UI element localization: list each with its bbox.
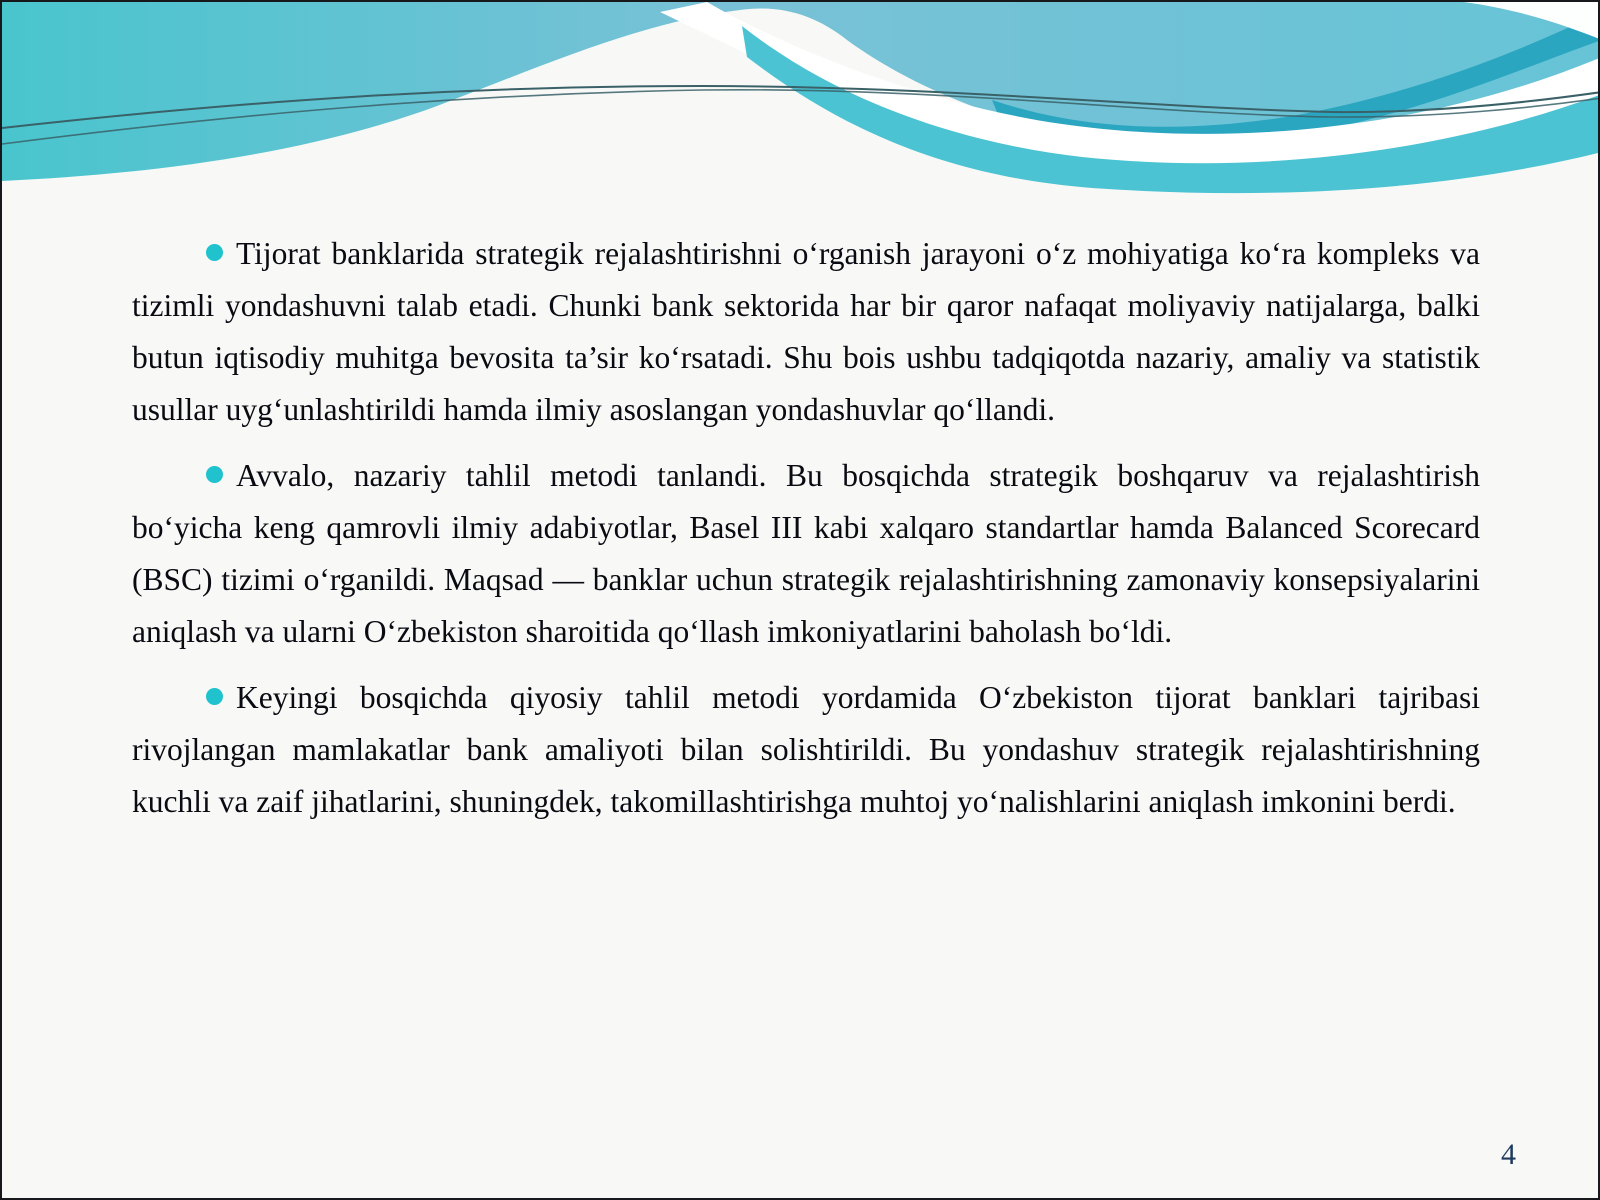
paragraph-text: Avvalo, nazariy tahlil metodi tanlandi. Bu bosqichda strategik boshqaruv va rejalashtirish bo‘yicha keng qamrovli ilmiy adabiyotlar, Basel III kabi xalqaro standartlar hamda Balanced Scorecard (BSC) tizimi o‘rganildi. Maqsad — banklar uchun strategik rejalashtirishning zamonaviy konsepsiyalarini aniqlash va ularni O‘zbekiston sharoitida qo‘llash imkoniyatlarini baholash bo‘ldi. bbox=[132, 458, 1480, 649]
bullet-icon bbox=[206, 244, 223, 261]
paragraph-text: Keyingi bosqichda qiyosiy tahlil metodi yordamida O‘zbekiston tijorat banklari tajribasi rivojlangan mamlakatlar bank amaliyoti bilan solishtirildi. Bu yondashuv strategik rejalashtirishning kuchli va zaif jihatlarini, shuningdek, takomillashtirishga muhtoj yo‘nalishlarini aniqlash imkonini berdi. bbox=[132, 680, 1480, 819]
wave-lower-band bbox=[742, 26, 1600, 193]
body-paragraph bbox=[132, 228, 1480, 436]
wave-main-field bbox=[2, 2, 1600, 181]
page-number: 4 bbox=[1501, 1138, 1516, 1171]
wave-corner-wedge bbox=[1464, 2, 1600, 40]
paragraph-text: Tijorat banklarida strategik rejalashtirishni o‘rganish jarayoni o‘z mohiyatiga ko‘ra kompleks va tizimli yondashuvni talab etadi. Chunki bank sektorida har bir qaror nafaqat moliyaviy natijalarga, balki butun iqtisodiy muhitga bevosita ta’sir ko‘rsatadi. Shu bois ushbu tadqiqotda nazariy, amaliy va statistik usullar uyg‘unlashtirildi hamda ilmiy asoslangan yondashuvlar qo‘llandi. bbox=[132, 236, 1480, 427]
wave-accent-line-1 bbox=[2, 86, 1600, 128]
slide-body-text bbox=[132, 228, 1480, 842]
body-paragraph bbox=[132, 672, 1480, 828]
wave-accent-line-2 bbox=[2, 90, 1600, 144]
bullet-icon bbox=[206, 466, 223, 483]
wave-dark-band bbox=[992, 12, 1600, 146]
body-paragraph bbox=[132, 450, 1480, 658]
wave-white-swoosh bbox=[660, 2, 1600, 166]
bullet-icon bbox=[206, 688, 223, 705]
